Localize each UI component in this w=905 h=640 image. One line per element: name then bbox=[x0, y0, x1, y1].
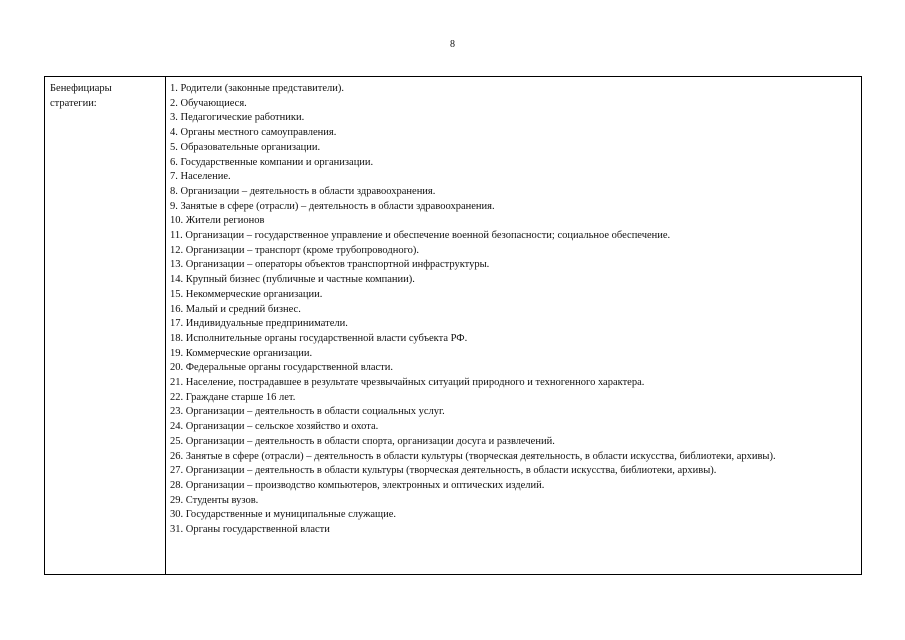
list-item: 11. Организации – государственное управление и обеспечение военной безопасности; социальное обеспечение. bbox=[170, 230, 671, 242]
list-item: 26. Занятые в сфере (отрасли) – деятельность в области культуры (творческая деятельность, в области искусства, библиотеки, архивы). bbox=[170, 450, 776, 462]
list-item: 31. Органы государственной власти bbox=[170, 524, 330, 536]
table-label: Бенефициары стратегии: bbox=[50, 83, 112, 109]
list-item: 18. Исполнительные органы государственной власти субъекта РФ. bbox=[170, 332, 468, 344]
list-item: 12. Организации – транспорт (кроме трубопроводного). bbox=[170, 244, 419, 256]
list-item: 15. Некоммерческие организации. bbox=[170, 288, 323, 300]
list-item: 16. Малый и средний бизнес. bbox=[170, 303, 301, 315]
list-item: 21. Население, пострадавшее в результате чрезвычайных ситуаций природного и техногенного характера. bbox=[170, 377, 645, 389]
list-item: 27. Организации – деятельность в области культуры (творческая деятельность, в области искусства, библиотеки, архивы). bbox=[170, 465, 717, 477]
table-content-cell bbox=[166, 77, 861, 574]
list-item: 17. Индивидуальные предприниматели. bbox=[170, 318, 348, 330]
list-item: 25. Организации – деятельность в области спорта, организации досуга и развлечений. bbox=[170, 435, 555, 447]
beneficiaries-table bbox=[44, 76, 862, 575]
list-item: 6. Государственные компании и организации. bbox=[170, 156, 374, 168]
list-item: 28. Организации – производство компьютеров, электронных и оптических изделий. bbox=[170, 479, 545, 491]
list-item: 13. Организации – операторы объектов транспортной инфраструктуры. bbox=[170, 259, 490, 271]
list-item: 30. Государственные и муниципальные служащие. bbox=[170, 509, 397, 521]
list-item: 22. Граждане старше 16 лет. bbox=[170, 391, 296, 403]
list-item: 5. Образовательные организации. bbox=[170, 141, 321, 153]
list-item: 14. Крупный бизнес (публичные и частные компании). bbox=[170, 274, 415, 286]
list-item: 4. Органы местного самоуправления. bbox=[170, 127, 337, 139]
list-item: 2. Обучающиеся. bbox=[170, 97, 247, 109]
list-item: 7. Население. bbox=[170, 171, 231, 183]
table-label-cell bbox=[45, 77, 166, 574]
list-item: 1. Родители (законные представители). bbox=[170, 83, 344, 94]
list-item: 10. Жители регионов bbox=[170, 215, 265, 227]
list-item: 29. Студенты вузов. bbox=[170, 494, 259, 506]
page-number: 8 bbox=[450, 39, 455, 50]
list-item: 9. Занятые в сфере (отрасли) – деятельность в области здравоохранения. bbox=[170, 200, 495, 212]
list-item: 23. Организации – деятельность в области социальных услуг. bbox=[170, 406, 445, 418]
list-item: 24. Организации – сельское хозяйство и охота. bbox=[170, 421, 379, 433]
list-item: 3. Педагогические работники. bbox=[170, 112, 305, 124]
list-item: 20. Федеральные органы государственной власти. bbox=[170, 362, 393, 374]
list-item: 19. Коммерческие организации. bbox=[170, 347, 313, 359]
list-item: 8. Организации – деятельность в области здравоохранения. bbox=[170, 185, 436, 197]
